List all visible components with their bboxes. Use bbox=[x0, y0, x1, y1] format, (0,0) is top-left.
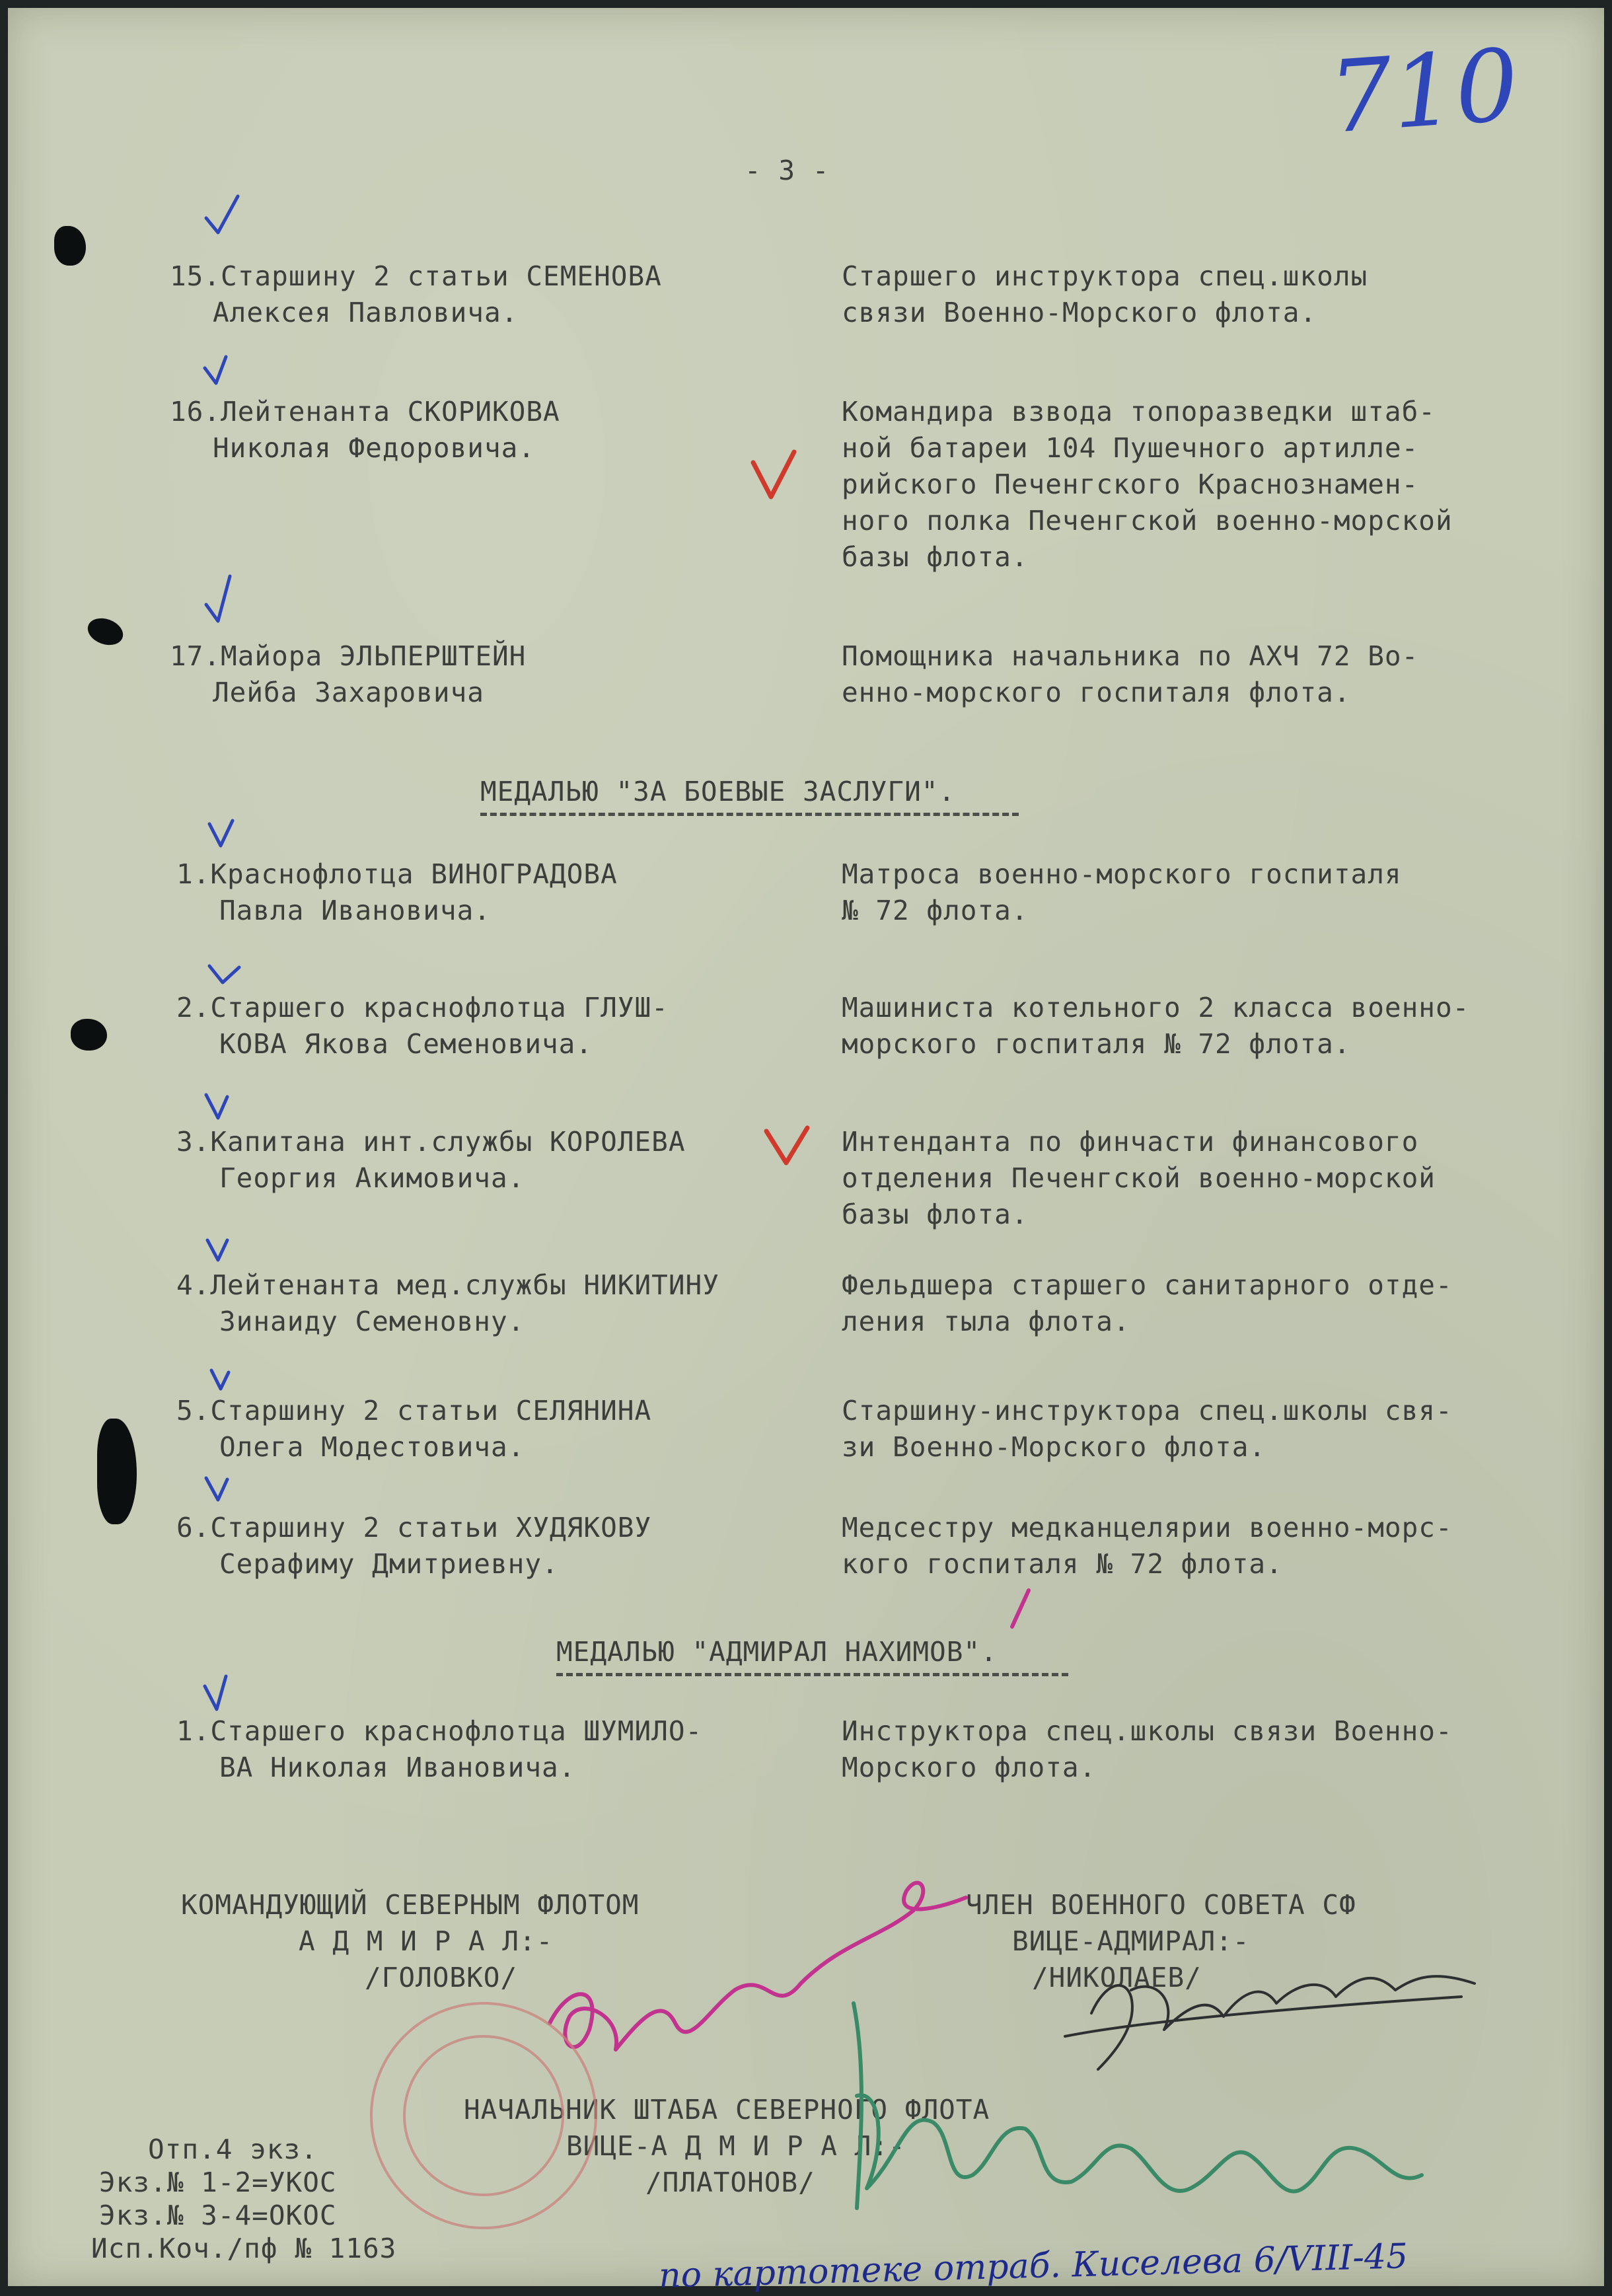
chief-of-staff-surname: /ПЛАТОНОВ/ bbox=[645, 2166, 815, 2198]
document-page bbox=[8, 8, 1604, 2296]
commander-rank: А Д М И Р А Л:- bbox=[299, 1925, 554, 1957]
dark-ink-signature bbox=[1065, 1976, 1475, 2069]
section-heading-merit-medal: МЕДАЛЬЮ "ЗА БОЕВЫЕ ЗАСЛУГИ". bbox=[480, 776, 956, 807]
merit-entry-6-position-line1: Медсестру медканцелярии военно-морс- bbox=[842, 1512, 1453, 1543]
merit-entry-4-position-line2: ления тыла флота. bbox=[842, 1306, 1130, 1337]
merit-entry-1-name-line2: Павла Ивановича. bbox=[219, 895, 491, 926]
merit-entry-6-name-line1: 6.Старшину 2 статьи ХУДЯКОВУ bbox=[176, 1512, 652, 1543]
check-mark-icon bbox=[766, 1128, 807, 1163]
nakhimov-entry-1-position-line1: Инструктора спец.школы связи Военно- bbox=[842, 1715, 1453, 1747]
check-mark-icon bbox=[207, 1240, 227, 1260]
punch-hole bbox=[97, 1419, 137, 1524]
check-mark-icon bbox=[206, 1478, 227, 1500]
handwritten-card-index-note: по картотеке отраб. Киселева 6/VIII-45 bbox=[658, 2237, 1409, 2296]
award-entry-16-name-line2: Николая Федоровича. bbox=[213, 432, 535, 464]
section-heading-nakhimov-medal: МЕДАЛЬЮ "АДМИРАЛ НАХИМОВ". bbox=[556, 1636, 998, 1668]
check-mark-icon bbox=[206, 576, 230, 621]
punch-hole bbox=[71, 1019, 107, 1051]
council-member-title: ЧЛЕН ВОЕННОГО СОВЕТА СФ bbox=[966, 1889, 1356, 1921]
distribution-copies: Отп.4 экз. bbox=[148, 2133, 318, 2165]
award-entry-17-position-line1: Помощника начальника по АХЧ 72 Во- bbox=[842, 640, 1419, 672]
council-member-rank: ВИЦЕ-АДМИРАЛ:- bbox=[1012, 1925, 1250, 1957]
council-member-surname: /НИКОЛАЕВ/ bbox=[1032, 1962, 1202, 1993]
stamp-seal bbox=[371, 2003, 596, 2228]
merit-entry-5-position-line1: Старшину-инструктора спец.школы свя- bbox=[842, 1395, 1453, 1426]
award-entry-16-position-line5: базы флота. bbox=[842, 541, 1029, 573]
chief-of-staff-rank: ВИЦЕ-А Д М И Р А Л:- bbox=[566, 2130, 906, 2162]
chief-of-staff-title: НАЧАЛЬНИК ШТАБА СЕВЕРНОГО ФЛОТА bbox=[464, 2094, 990, 2126]
merit-entry-6-name-line2: Серафиму Дмитриевну. bbox=[219, 1548, 559, 1580]
award-entry-16-position-line3: рийского Печенгского Краснознамен- bbox=[842, 468, 1419, 500]
handwritten-marks-layer bbox=[8, 8, 1604, 2286]
merit-entry-4-name-line2: Зинаиду Семеновну. bbox=[219, 1306, 525, 1337]
award-entry-17-name-line2: Лейба Захаровича bbox=[213, 677, 484, 708]
check-mark-icon bbox=[209, 821, 233, 846]
merit-entry-3-name-line2: Георгия Акимовича. bbox=[219, 1162, 525, 1194]
green-signature bbox=[854, 2003, 1422, 2208]
merit-entry-5-name-line2: Олега Модестовича. bbox=[219, 1431, 525, 1463]
merit-entry-3-position-line1: Интенданта по финчасти финансового bbox=[842, 1126, 1419, 1158]
magenta-signature bbox=[550, 1590, 1029, 2050]
distribution-copies-3-4: Экз.№ 3-4=ОКОС bbox=[99, 2200, 337, 2231]
merit-entry-5-position-line2: зи Военно-Морского флота. bbox=[842, 1431, 1266, 1463]
award-entry-17-name-line1: 17.Майора ЭЛЬПЕРШТЕЙН bbox=[170, 640, 527, 672]
check-mark-icon bbox=[753, 452, 794, 497]
nakhimov-entry-1-name-line2: ВА Николая Ивановича. bbox=[219, 1752, 576, 1783]
distribution-executor: Исп.Коч./пф № 1163 bbox=[91, 2233, 397, 2264]
commander-surname: /ГОЛОВКО/ bbox=[365, 1962, 518, 1993]
merit-entry-6-position-line2: кого госпиталя № 72 флота. bbox=[842, 1548, 1283, 1580]
award-entry-15-position-line1: Старшего инструктора спец.школы bbox=[842, 260, 1368, 292]
award-entry-15-name-line1: 15.Старшину 2 статьи СЕМЕНОВА bbox=[170, 260, 662, 292]
award-entry-16-position-line1: Командира взвода топоразведки штаб- bbox=[842, 396, 1436, 427]
award-entry-15-name-line2: Алексея Павловича. bbox=[213, 297, 519, 328]
check-mark-icon bbox=[205, 1676, 226, 1709]
distribution-copies-1-2: Экз.№ 1-2=УКОС bbox=[99, 2166, 337, 2198]
check-mark-icon bbox=[209, 966, 239, 982]
merit-entry-4-position-line1: Фельдшера старшего санитарного отде- bbox=[842, 1269, 1453, 1301]
award-entry-16-position-line2: ной батареи 104 Пушечного артилле- bbox=[842, 432, 1419, 464]
check-mark-icon bbox=[206, 1095, 227, 1118]
award-entry-17-position-line2: енно-морского госпиталя флота. bbox=[842, 677, 1351, 708]
merit-entry-2-name-line2: КОВА Якова Семеновича. bbox=[219, 1028, 593, 1060]
merit-entry-5-name-line1: 5.Старшину 2 статьи СЕЛЯНИНА bbox=[176, 1395, 652, 1426]
check-mark-icon bbox=[211, 1370, 229, 1389]
check-mark-icon bbox=[206, 196, 238, 233]
archive-number: 710 bbox=[1325, 28, 1523, 156]
merit-entry-2-name-line1: 2.Старшего краснофлотца ГЛУШ- bbox=[176, 992, 669, 1023]
award-entry-16-position-line4: ного полка Печенгской военно-морской bbox=[842, 505, 1453, 537]
merit-entry-1-position-line2: № 72 флота. bbox=[842, 895, 1029, 926]
merit-entry-3-position-line3: базы флота. bbox=[842, 1199, 1029, 1230]
award-entry-16-name-line1: 16.Лейтенанта СКОРИКОВА bbox=[170, 396, 560, 427]
merit-entry-1-name-line1: 1.Краснофлотца ВИНОГРАДОВА bbox=[176, 858, 618, 890]
commander-title: КОМАНДУЮЩИЙ СЕВЕРНЫМ ФЛОТОМ bbox=[181, 1889, 640, 1921]
award-entry-15-position-line2: связи Военно-Морского флота. bbox=[842, 297, 1317, 328]
nakhimov-entry-1-position-line2: Морского флота. bbox=[842, 1752, 1097, 1783]
merit-entry-2-position-line2: морского госпиталя № 72 флота. bbox=[842, 1028, 1351, 1060]
merit-entry-3-position-line2: отделения Печенгской военно-морской bbox=[842, 1162, 1436, 1194]
merit-entry-1-position-line1: Матроса военно-морского госпиталя bbox=[842, 858, 1402, 890]
merit-entry-4-name-line1: 4.Лейтенанта мед.службы НИКИТИНУ bbox=[176, 1269, 719, 1301]
merit-entry-3-name-line1: 3.Капитана инт.службы КОРОЛЕВА bbox=[176, 1126, 686, 1158]
check-mark-icon bbox=[205, 357, 226, 383]
page-number: - 3 - bbox=[745, 155, 830, 186]
nakhimov-entry-1-name-line1: 1.Старшего краснофлотца ШУМИЛО- bbox=[176, 1715, 703, 1747]
merit-entry-2-position-line1: Машиниста котельного 2 класса военно- bbox=[842, 992, 1470, 1023]
